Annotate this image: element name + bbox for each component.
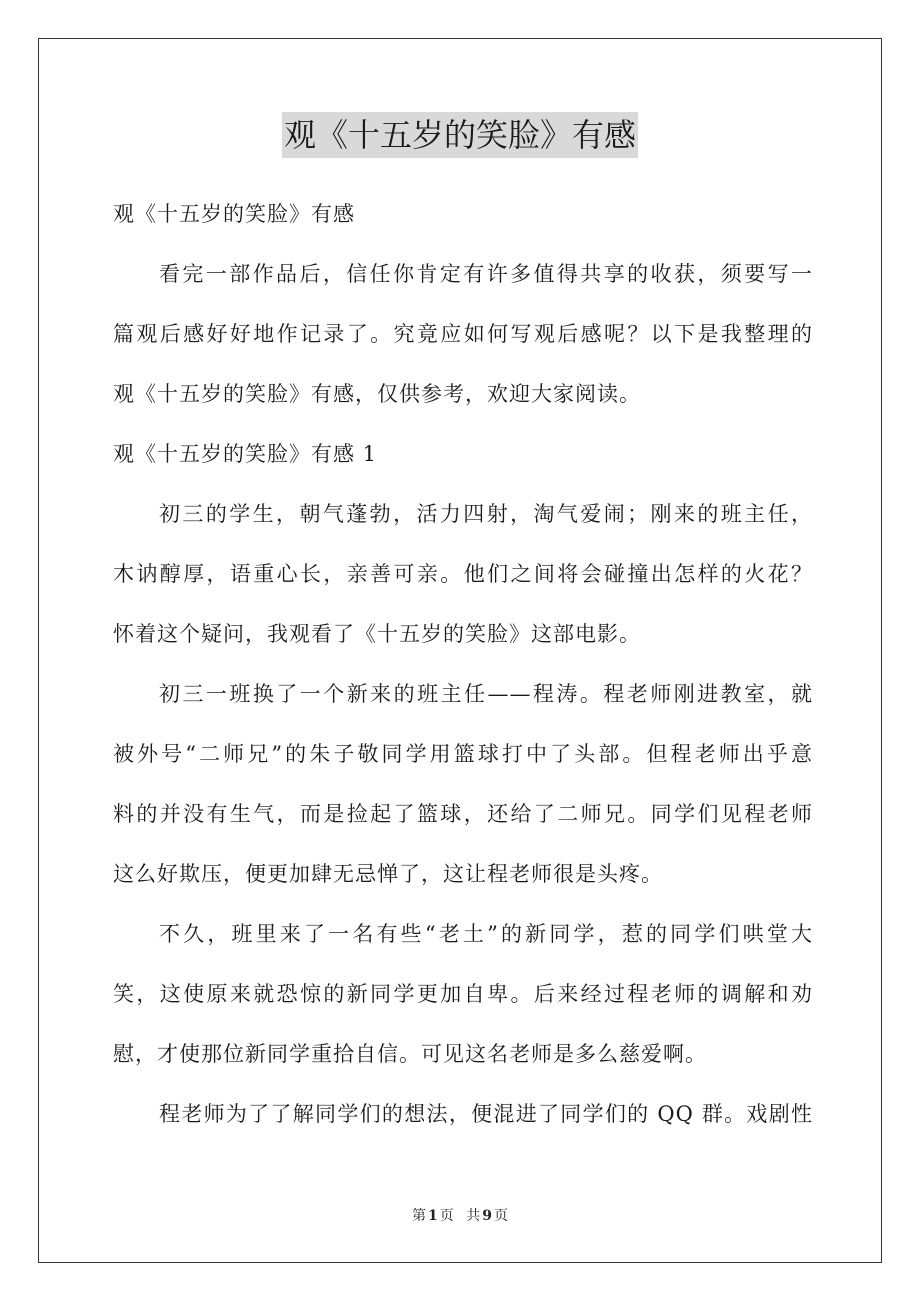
title-wrap (0, 112, 920, 158)
paragraph-line: 木讷醇厚，语重心长，亲善可亲。他们之间将会碰撞出怎样的火花？ (113, 562, 813, 586)
page-current: 1 (428, 1208, 438, 1224)
subtitle-line: 观《十五岁的笑脸》有感 (113, 202, 355, 226)
paragraph-line: 这么好欺压，便更加肆无忌惮了，这让程老师很是头疼。 (113, 862, 663, 886)
document-body (113, 184, 813, 1144)
paragraph-line: 笑，这使原来就恐惊的新同学更加自卑。后来经过程老师的调解和劝 (113, 982, 813, 1006)
total-prefix: 共 (466, 1208, 481, 1224)
section-heading: 观《十五岁的笑脸》有感 1 (113, 442, 378, 466)
paragraph-line: 看完一部作品后，信任你肯定有许多值得共享的收获，须要写一 (159, 262, 813, 286)
page-footer (0, 1206, 920, 1226)
page-prefix: 第 (412, 1208, 427, 1224)
total-count: 9 (482, 1208, 492, 1224)
paragraph-line: 篇观后感好好地作记录了。究竟应如何写观后感呢？以下是我整理的 (113, 322, 813, 346)
page-number (410, 1208, 456, 1224)
paragraph-line: 程老师为了了解同学们的想法，便混进了同学们的 QQ 群。戏剧性 (159, 1102, 813, 1126)
page-unit: 页 (439, 1208, 454, 1224)
paragraph-line: 慰，才使那位新同学重拾自信。可见这名老师是多么慈爱啊。 (113, 1042, 707, 1066)
paragraph-line: 观《十五岁的笑脸》有感，仅供参考，欢迎大家阅读。 (113, 382, 641, 406)
paragraph-line: 料的并没有生气，而是捡起了篮球，还给了二师兄。同学们见程老师 (113, 802, 813, 826)
document-title: 观《十五岁的笑脸》有感 (282, 112, 638, 158)
paragraph-line: 被外号“二师兄”的朱子敬同学用篮球打中了头部。但程老师出乎意 (113, 742, 813, 766)
paragraph-line: 初三的学生，朝气蓬勃，活力四射，淘气爱闹；刚来的班主任， (159, 502, 813, 526)
paragraph-line: 初三一班换了一个新来的班主任——程涛。程老师刚进教室，就 (159, 682, 813, 706)
paragraph-line: 不久，班里来了一名有些“老土”的新同学，惹的同学们哄堂大 (159, 922, 813, 946)
total-unit: 页 (493, 1208, 508, 1224)
paragraph-line: 怀着这个疑问，我观看了《十五岁的笑脸》这部电影。 (113, 622, 641, 646)
page-total (464, 1208, 510, 1224)
